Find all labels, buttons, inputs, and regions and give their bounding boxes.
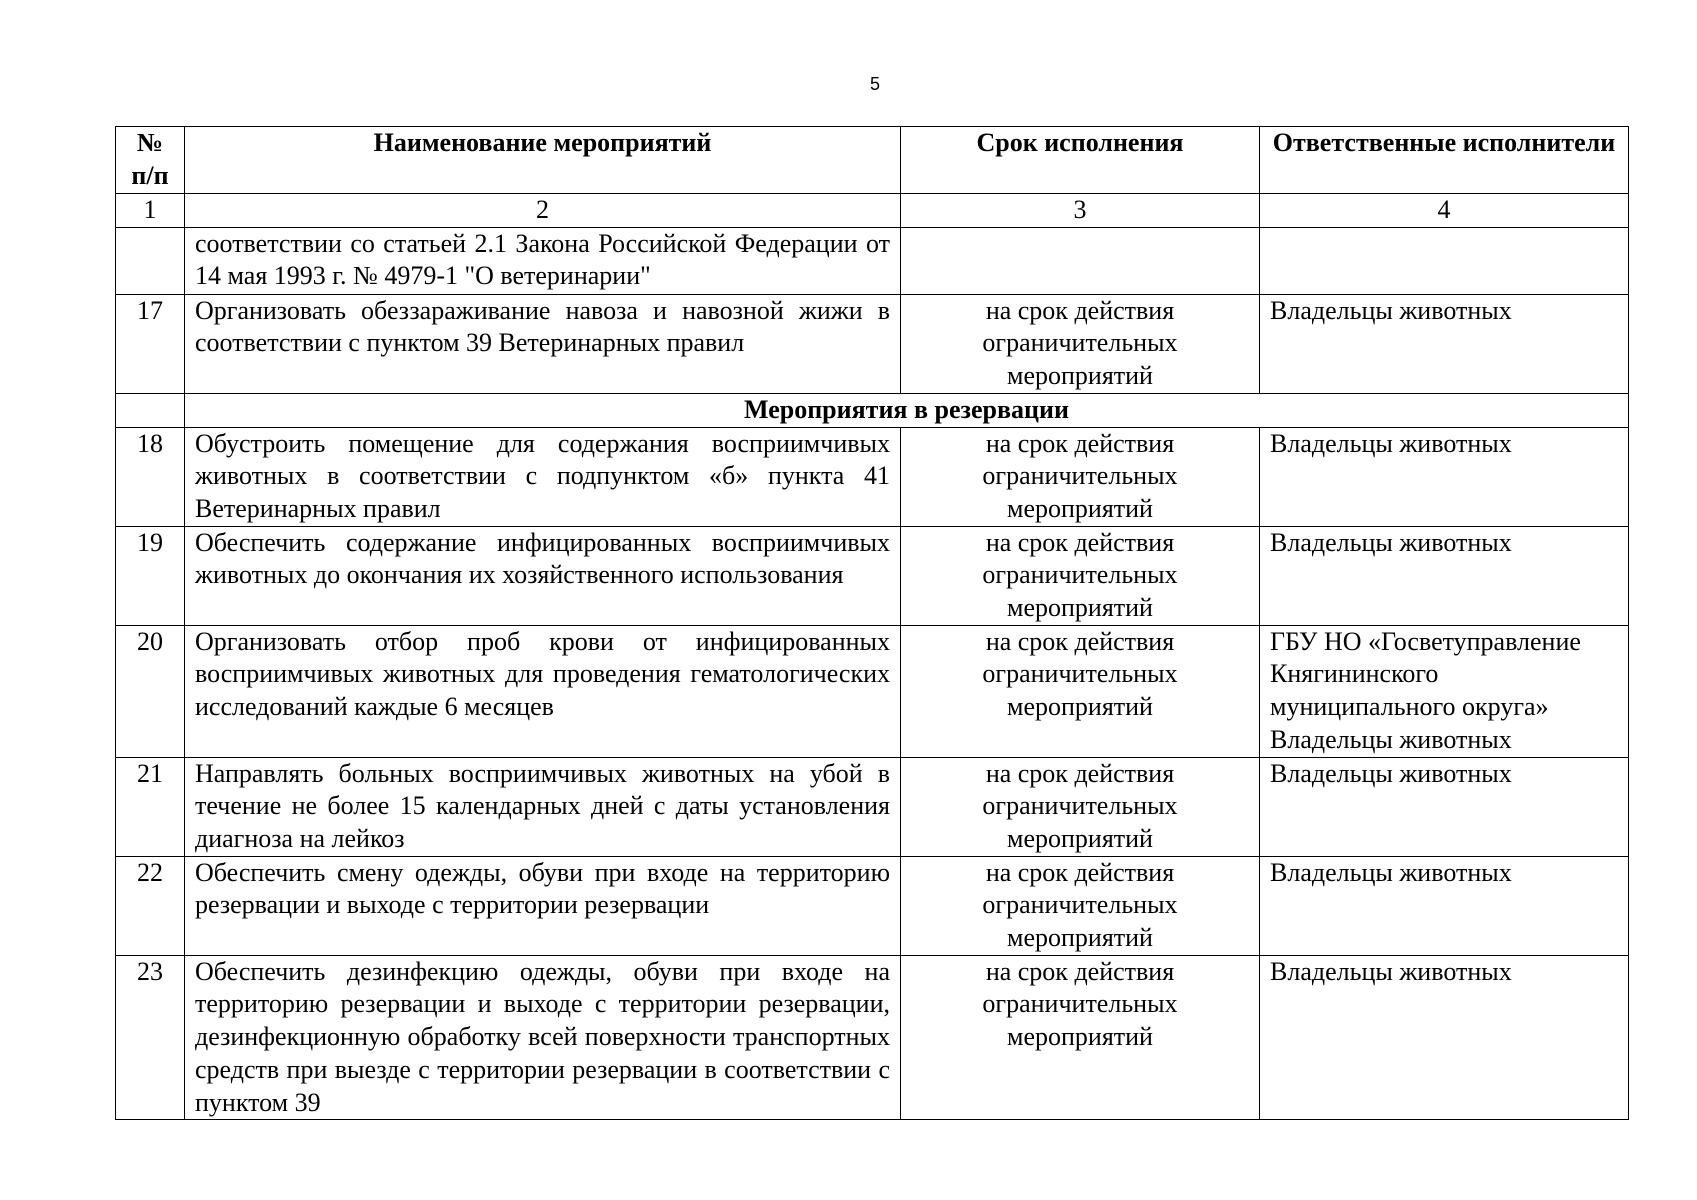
measure-responsible: Владельцы животных bbox=[1260, 526, 1629, 625]
measure-name: Обустроить помещение для содержания восприимчивых животных в соответствии с подпунктом «б» пункта 41 Ветеринарных правил bbox=[185, 427, 901, 526]
measure-name: Организовать отбор проб крови от инфицированных восприимчивых животных для проведения гематологических исследований каждые 6 месяцев bbox=[185, 625, 901, 757]
table-header-row bbox=[116, 127, 1629, 194]
table-row bbox=[116, 227, 1629, 294]
measure-term: на срок действия ограничительных мероприятий bbox=[901, 294, 1260, 393]
row-number: 20 bbox=[116, 625, 185, 757]
row-number: 21 bbox=[116, 757, 185, 856]
measure-name: Направлять больных восприимчивых животных на убой в течение не более 15 календарных дней с даты установления диагноза на лейкоз bbox=[185, 757, 901, 856]
section-row bbox=[116, 393, 1629, 427]
header-term: Срок исполнения bbox=[901, 127, 1260, 194]
measure-name: Обеспечить смену одежды, обуви при входе на территорию резервации и выходе с территории резервации bbox=[185, 856, 901, 955]
column-index: 1 bbox=[116, 194, 185, 228]
measure-term: на срок действия ограничительных мероприятий bbox=[901, 427, 1260, 526]
table-row bbox=[116, 294, 1629, 393]
table-row bbox=[116, 757, 1629, 856]
row-number: 17 bbox=[116, 294, 185, 393]
measure-term: на срок действия ограничительных мероприятий bbox=[901, 955, 1260, 1120]
measure-responsible: Владельцы животных bbox=[1260, 856, 1629, 955]
measure-responsible: Владельцы животных bbox=[1260, 294, 1629, 393]
measure-term: на срок действия ограничительных мероприятий bbox=[901, 625, 1260, 757]
page-number: 5 bbox=[869, 74, 880, 94]
table-row bbox=[116, 856, 1629, 955]
row-number: 23 bbox=[116, 955, 185, 1120]
measure-name: Обеспечить дезинфекцию одежды, обуви при входе на территорию резервации и выходе с территории резервации, дезинфекционную обработку всей поверхности транспортных средств при выезде с территории резервации в соответствии с пунктом 39 bbox=[185, 955, 901, 1120]
row-number: 22 bbox=[116, 856, 185, 955]
measure-responsible: Владельцы животных bbox=[1260, 955, 1629, 1120]
row-number: 18 bbox=[116, 427, 185, 526]
table-row bbox=[116, 955, 1629, 1120]
measure-name: Организовать обеззараживание навоза и навозной жижи в соответствии с пунктом 39 Ветеринарных правил bbox=[185, 294, 901, 393]
measure-responsible: Владельцы животных bbox=[1260, 757, 1629, 856]
section-title: Мероприятия в резервации bbox=[185, 393, 1629, 427]
row-number bbox=[116, 227, 185, 294]
table-row bbox=[116, 427, 1629, 526]
measure-responsible: ГБУ НО «Госветуправление Княгининского муниципального округа» Владельцы животных bbox=[1260, 625, 1629, 757]
measure-term: на срок действия ограничительных мероприятий bbox=[901, 856, 1260, 955]
section-num-cell bbox=[116, 393, 185, 427]
measures-table bbox=[115, 126, 1629, 1120]
column-index: 2 bbox=[185, 194, 901, 228]
row-number: 19 bbox=[116, 526, 185, 625]
measure-term: на срок действия ограничительных мероприятий bbox=[901, 757, 1260, 856]
measure-responsible bbox=[1260, 227, 1629, 294]
measure-responsible: Владельцы животных bbox=[1260, 427, 1629, 526]
column-index: 4 bbox=[1260, 194, 1629, 228]
measure-name: Обеспечить содержание инфицированных восприимчивых животных до окончания их хозяйственного использования bbox=[185, 526, 901, 625]
header-responsible: Ответственные исполнители bbox=[1260, 127, 1629, 194]
table-row bbox=[116, 625, 1629, 757]
measure-term: на срок действия ограничительных мероприятий bbox=[901, 526, 1260, 625]
measure-name: соответствии со статьей 2.1 Закона Российской Федерации от 14 мая 1993 г. № 4979-1 "О ветеринарии" bbox=[185, 227, 901, 294]
column-index: 3 bbox=[901, 194, 1260, 228]
header-name: Наименование мероприятий bbox=[185, 127, 901, 194]
measure-term bbox=[901, 227, 1260, 294]
column-index-row bbox=[116, 194, 1629, 228]
table-row bbox=[116, 526, 1629, 625]
header-num: № п/п bbox=[116, 127, 185, 194]
